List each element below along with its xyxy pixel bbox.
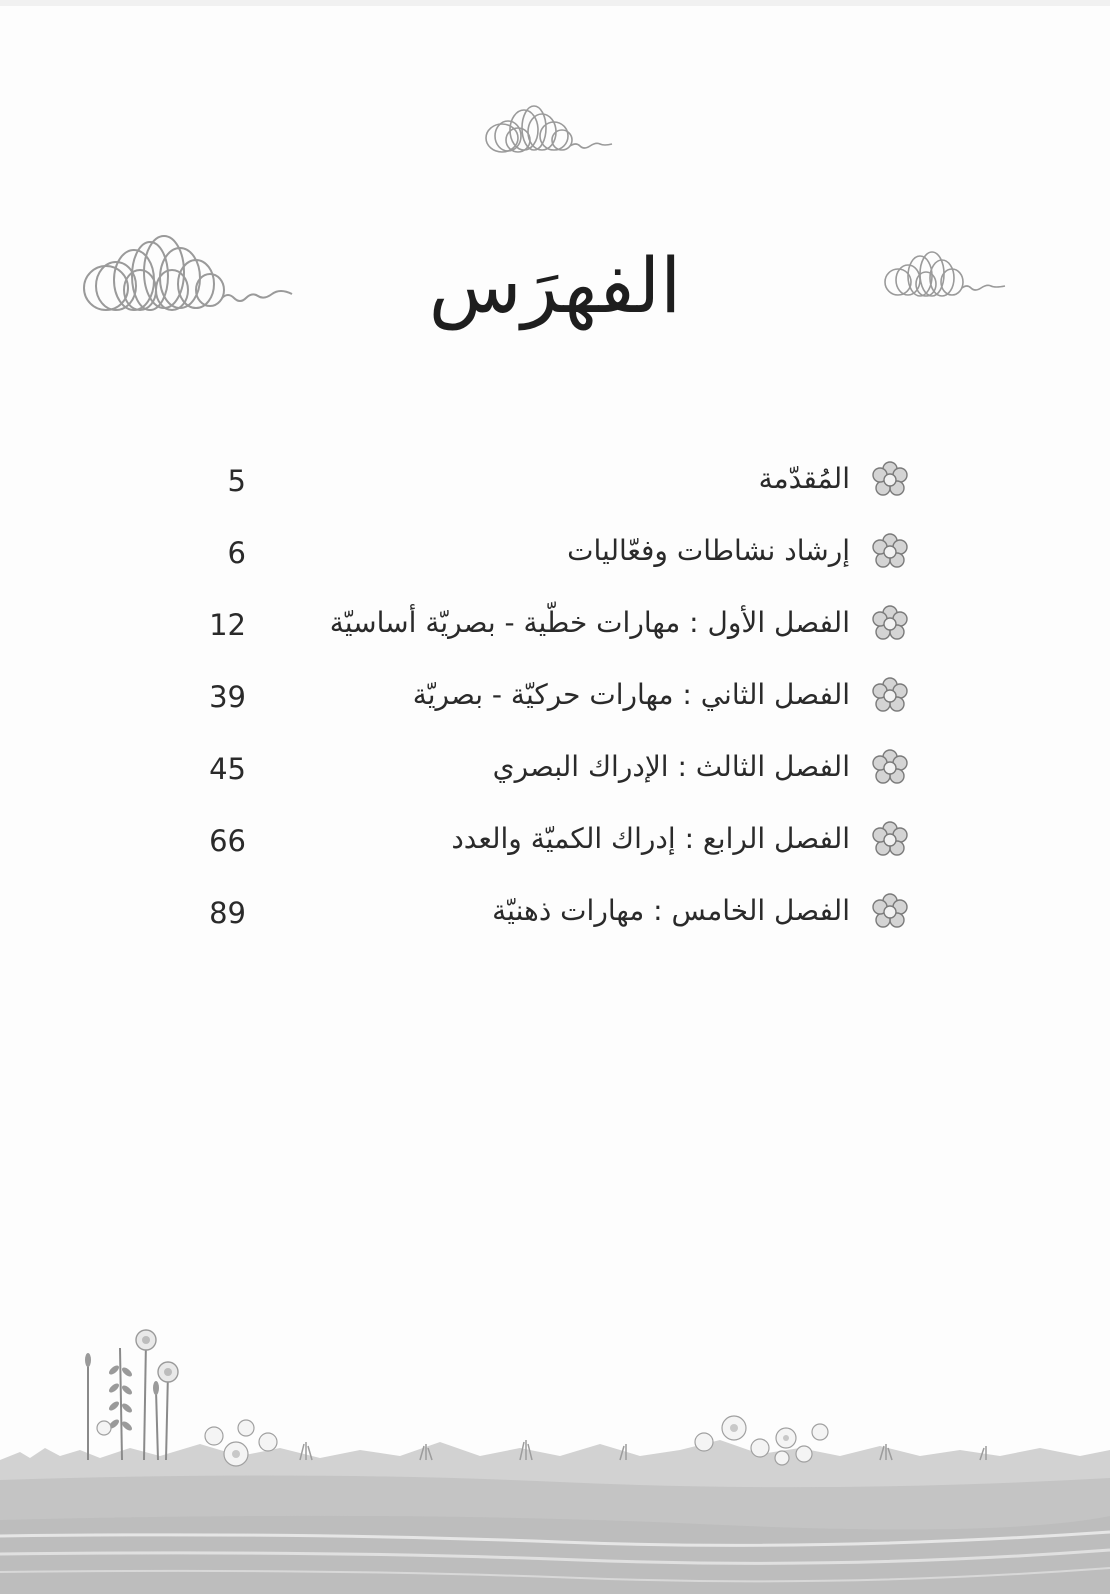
page-title: الفهرَس [428, 241, 682, 330]
toc-row[interactable] [200, 743, 930, 815]
toc-item-label: الفصل الثالث : الإدراك البصري [492, 750, 850, 783]
table-of-contents [200, 455, 930, 959]
toc-page-number: 39 [209, 680, 246, 714]
flower-bullet-icon [870, 748, 910, 788]
toc-row[interactable] [200, 815, 930, 887]
toc-page-number: 45 [209, 752, 246, 786]
top-strip [0, 0, 1110, 6]
flower-bullet-icon [870, 892, 910, 932]
flower-bullet-icon [870, 604, 910, 644]
toc-item-label: الفصل الثاني : مهارات حركيّة - بصريّة [412, 678, 850, 711]
toc-page-number: 5 [227, 464, 246, 498]
flower-bullet-icon [870, 676, 910, 716]
flower-bullet-icon [870, 820, 910, 860]
toc-page-number: 12 [209, 608, 246, 642]
toc-page-number: 89 [209, 896, 246, 930]
toc-page-number: 6 [227, 536, 246, 570]
toc-item-label: الفصل الأول : مهارات خطّية - بصريّة أساسيّة [329, 606, 850, 639]
meadow-flowers-illustration [0, 1310, 1110, 1594]
toc-page-number: 66 [209, 824, 246, 858]
scribble-cloud-icon [482, 100, 622, 162]
flower-bullet-icon [870, 460, 910, 500]
flower-bullet-icon [870, 532, 910, 572]
toc-item-label: إرشاد نشاطات وفعّاليات [567, 534, 850, 567]
toc-item-label: الفصل الخامس : مهارات ذهنيّة [492, 894, 850, 927]
toc-row[interactable] [200, 527, 930, 599]
toc-item-label: الفصل الرابع : إدراك الكميّة والعدد [451, 822, 850, 855]
toc-row[interactable] [200, 599, 930, 671]
toc-row[interactable] [200, 671, 930, 743]
toc-row[interactable] [200, 887, 930, 959]
toc-row[interactable] [200, 455, 930, 527]
toc-item-label: المُقدّمة [758, 462, 850, 495]
